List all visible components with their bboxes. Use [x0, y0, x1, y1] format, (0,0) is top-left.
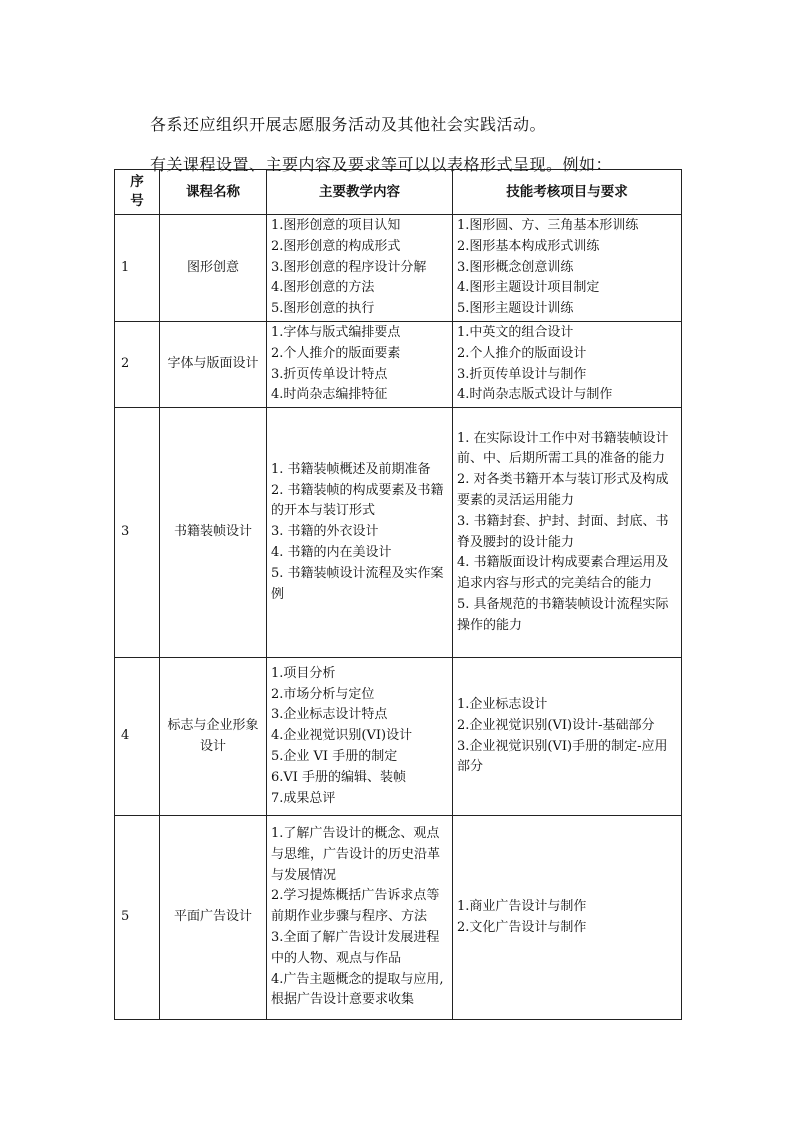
- content-item: 7.成果总评: [271, 790, 336, 806]
- course-table: [114, 169, 682, 1020]
- content-item: 2.图形创意的构成形式: [271, 238, 401, 254]
- table-row: [115, 321, 682, 407]
- skill-item: 3.折页传单设计与制作: [457, 366, 587, 382]
- course-name: 平面广告设计: [160, 816, 267, 1020]
- content-item: 3.图形创意的程序设计分解: [271, 259, 427, 275]
- skill-item: 1.企业标志设计: [457, 697, 548, 713]
- content-item: 1.字体与版式编排要点: [271, 324, 401, 340]
- skill-item: 1.中英文的组合设计: [457, 324, 574, 340]
- skill-item: 1.商业广告设计与制作: [457, 898, 587, 914]
- content-item: 3. 书籍的外衣设计: [271, 524, 379, 540]
- content-item: 1.了解广告设计的概念、观点与思维，广告设计的历史沿革与发展情况: [271, 826, 441, 883]
- header-skills: 技能考核项目与要求: [453, 170, 682, 215]
- skill-item: 2. 对各类书籍开本与装订形式及构成要素的灵活运用能力: [457, 472, 669, 509]
- content-item: 4.企业视觉识别(VI)设计: [271, 728, 413, 744]
- content-item: 3.全面了解广告设计发展进程中的人物、观点与作品: [271, 930, 440, 966]
- skill-item: 5. 具备规范的书籍装帧设计流程实际操作的能力: [457, 597, 669, 633]
- content-item: 5.企业 VI 手册的制定: [271, 749, 398, 765]
- skill-item: 3.企业视觉识别(VI)手册的制定-应用部分: [457, 738, 668, 775]
- header-seq-char-2: 号: [130, 193, 144, 209]
- header-main-content: 主要教学内容: [267, 170, 453, 215]
- skill-item: 4. 书籍版面设计构成要素合理运用及追求内容与形式的完美结合的能力: [457, 555, 669, 592]
- table-row: [115, 215, 682, 322]
- row-number: 3: [115, 408, 160, 658]
- skill-item: 5.图形主题设计训练: [457, 301, 574, 317]
- header-course-name: 课程名称: [160, 170, 267, 215]
- content-item: 4.时尚杂志编排特征: [271, 387, 388, 403]
- content-item: 2. 书籍装帧的构成要素及书籍的开本与装订形式: [271, 482, 444, 519]
- skill-requirements: [453, 408, 682, 658]
- content-item: 3.企业标志设计特点: [271, 707, 388, 723]
- skill-item: 2.文化广告设计与制作: [457, 919, 587, 935]
- teaching-content: [267, 658, 453, 816]
- course-name: 图形创意: [160, 215, 267, 322]
- teaching-content: [267, 816, 453, 1020]
- content-item: 1. 书籍装帧概述及前期准备: [271, 461, 431, 477]
- course-name: 书籍装帧设计: [160, 408, 267, 658]
- skill-item: 2.企业视觉识别(VI)设计-基础部分: [457, 717, 655, 733]
- content-item: 6.VI 手册的编辑、装帧: [271, 769, 407, 785]
- row-number: 1: [115, 215, 160, 322]
- table-row: [115, 816, 682, 1020]
- paragraph-table-intro: 有关课程设置、主要内容及要求等可以以表格形式呈现。例如：: [150, 155, 613, 174]
- content-item: 5.图形创意的执行: [271, 301, 375, 317]
- table-header-row: [115, 170, 682, 215]
- skill-requirements: [453, 816, 682, 1020]
- content-item: 2.市场分析与定位: [271, 686, 375, 702]
- row-number: 4: [115, 658, 160, 816]
- skill-item: 4.图形主题设计项目制定: [457, 280, 600, 296]
- content-item: 1.图形创意的项目认知: [271, 218, 401, 233]
- teaching-content: [267, 408, 453, 658]
- skill-item: 2.个人推介的版面设计: [457, 345, 587, 361]
- content-item: 4.广告主题概念的提取与应用,根据广告设计意要求收集: [271, 971, 444, 1008]
- skill-item: 2.图形基本构成形式训练: [457, 238, 600, 254]
- skill-item: 4.时尚杂志版式设计与制作: [457, 387, 613, 403]
- skill-requirements: [453, 658, 682, 816]
- content-item: 2.个人推介的版面要素: [271, 345, 401, 361]
- skill-item: 1.图形圆、方、三角基本形训练: [457, 218, 639, 233]
- table-row: [115, 408, 682, 658]
- header-seq: [115, 170, 160, 215]
- content-item: 1.项目分析: [271, 665, 336, 681]
- skill-item: 1. 在实际设计工作中对书籍装帧设计前、中、后期所需工具的准备的能力: [457, 430, 669, 467]
- course-name: 字体与版面设计: [160, 321, 267, 407]
- skill-requirements: [453, 215, 682, 322]
- row-number: 5: [115, 816, 160, 1020]
- content-item: 4.图形创意的方法: [271, 280, 375, 296]
- row-number: 2: [115, 321, 160, 407]
- skill-requirements: [453, 321, 682, 407]
- teaching-content: [267, 215, 453, 322]
- content-item: 3.折页传单设计特点: [271, 366, 388, 382]
- content-item: 4. 书籍的内在美设计: [271, 545, 392, 561]
- course-name: 标志与企业形象设计: [160, 658, 267, 816]
- header-seq-char-1: 序: [130, 174, 144, 190]
- table-row: [115, 658, 682, 816]
- skill-item: 3.图形概念创意训练: [457, 259, 574, 275]
- content-item: 2.学习提炼概括广告诉求点等前期作业步骤与程序、方法: [271, 888, 440, 925]
- teaching-content: [267, 321, 453, 407]
- paragraph-volunteer: 各系还应组织开展志愿服务活动及其他社会实践活动。: [150, 115, 547, 134]
- skill-item: 3. 书籍封套、护封、封面、封底、书脊及腰封的设计能力: [457, 513, 669, 550]
- content-item: 5. 书籍装帧设计流程及实作案例: [271, 565, 444, 602]
